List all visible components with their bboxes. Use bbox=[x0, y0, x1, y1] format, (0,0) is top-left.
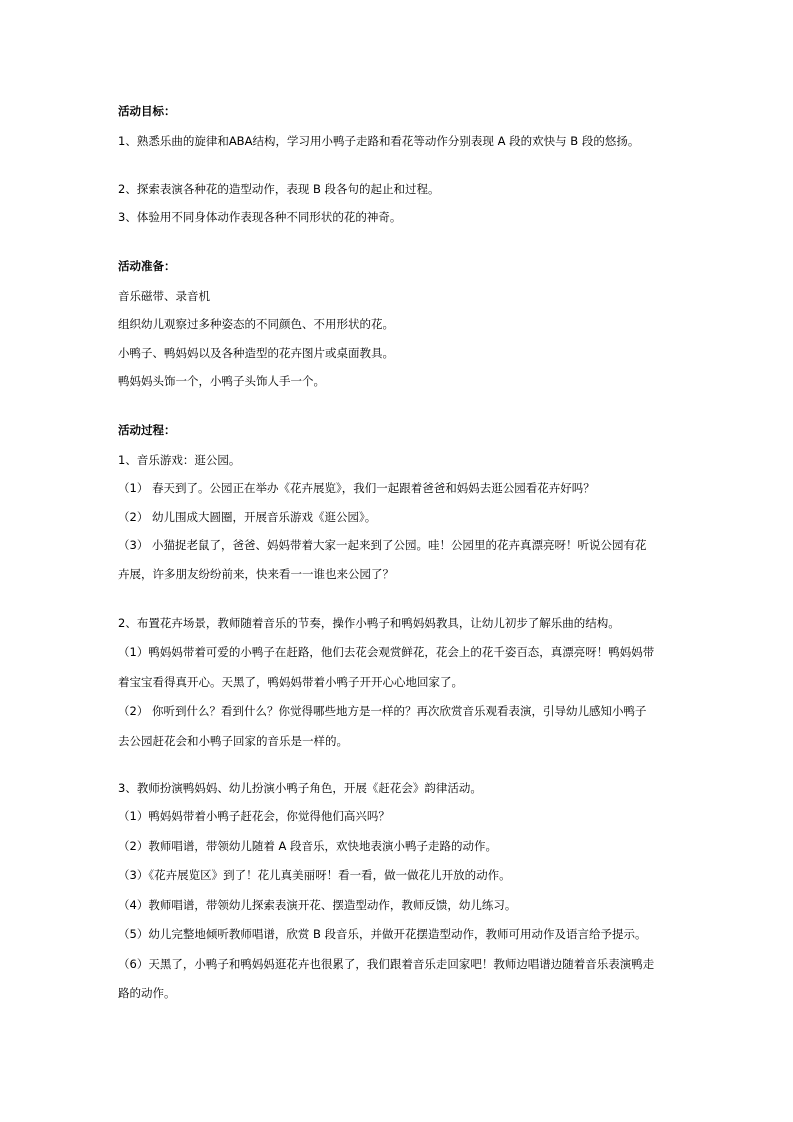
goal-item: 3、体验用不同身体动作表现各种不同形状的花的神奇。 bbox=[118, 210, 402, 224]
process-line: 着宝宝看得真开心。天黑了，鸭妈妈带着小鸭子开开心心地回家了。 bbox=[118, 675, 463, 689]
prep-heading: 活动准备： bbox=[118, 259, 176, 273]
process-line: （2）教师唱谱，带领幼儿随着 A 段音乐，欢快地表演小鸭子走路的动作。 bbox=[118, 839, 497, 853]
process-line: （4）教师唱谱，带领幼儿探索表演开花、摆造型动作，教师反馈，幼儿练习。 bbox=[118, 898, 517, 912]
process-line: （3）《花卉展览区》到了！花儿真美丽呀！看一看，做一做花儿开放的动作。 bbox=[118, 868, 511, 882]
process-line: 1、音乐游戏：逛公园。 bbox=[118, 453, 241, 467]
process-line: （5）幼儿完整地倾听教师唱谱，欣赏 B 段音乐，并做开花摆造型动作，教师可用动作及语言给予提示。 bbox=[118, 927, 647, 941]
process-line: （2） 幼儿围成大圆圈，开展音乐游戏《逛公园》。 bbox=[118, 510, 377, 524]
process-line: 3、教师扮演鸭妈妈、幼儿扮演小鸭子角色，开展《赶花会》韵律活动。 bbox=[118, 781, 482, 795]
process-line: 路的动作。 bbox=[118, 986, 176, 1000]
process-line: （2） 你听到什么？看到什么？你觉得哪些地方是一样的？再次欣赏音乐观看表演，引导幼儿感知小鸭子 bbox=[118, 704, 647, 718]
goals-heading: 活动目标： bbox=[118, 104, 176, 118]
process-line: （6）天黑了，小鸭子和鸭妈妈逛花卉也很累了，我们跟着音乐走回家吧！教师边唱谱边随着音乐表演鸭走 bbox=[118, 957, 655, 971]
prep-item: 组织幼儿观察过多种姿态的不同颜色、不用形状的花。 bbox=[118, 317, 394, 331]
goal-item: 1、熟悉乐曲的旋律和ABA结构，学习用小鸭子走路和看花等动作分别表现 A 段的欢快与 B 段的悠扬。 bbox=[118, 134, 640, 148]
process-line: （1）鸭妈妈带着可爱的小鸭子在赶路，他们去花会观赏鲜花，花会上的花千姿百态，真漂亮呀！鸭妈妈带 bbox=[118, 645, 655, 659]
goal-item: 2、探索表演各种花的造型动作，表现 B 段各句的起止和过程。 bbox=[118, 182, 440, 196]
process-line: 2、布置花卉场景，教师随着音乐的节奏，操作小鸭子和鸭妈妈教具，让幼儿初步了解乐曲的结构。 bbox=[118, 616, 620, 630]
process-line: （3） 小猫捉老鼠了，爸爸、妈妈带着大家一起来到了公园。哇！公园里的花卉真漂亮呀！听说公园有花 bbox=[118, 538, 647, 552]
prep-item: 音乐磁带、录音机 bbox=[118, 289, 210, 303]
prep-item: 小鸭子、鸭妈妈以及各种造型的花卉图片或桌面教具。 bbox=[118, 346, 394, 360]
prep-item: 鸭妈妈头饰一个，小鸭子头饰人手一个。 bbox=[118, 374, 325, 388]
process-line: 去公园赶花会和小鸭子回家的音乐是一样的。 bbox=[118, 734, 348, 748]
process-heading: 活动过程： bbox=[118, 423, 176, 437]
process-line: （1）鸭妈妈带着小鸭子赶花会，你觉得他们高兴吗？ bbox=[118, 809, 390, 823]
process-line: （1） 春天到了。公园正在举办《花卉展览》，我们一起跟着爸爸和妈妈去逛公园看花卉好吗？ bbox=[118, 481, 595, 495]
process-line: 卉展，许多朋友纷纷前来，快来看一一谁也来公园了？ bbox=[118, 567, 394, 581]
